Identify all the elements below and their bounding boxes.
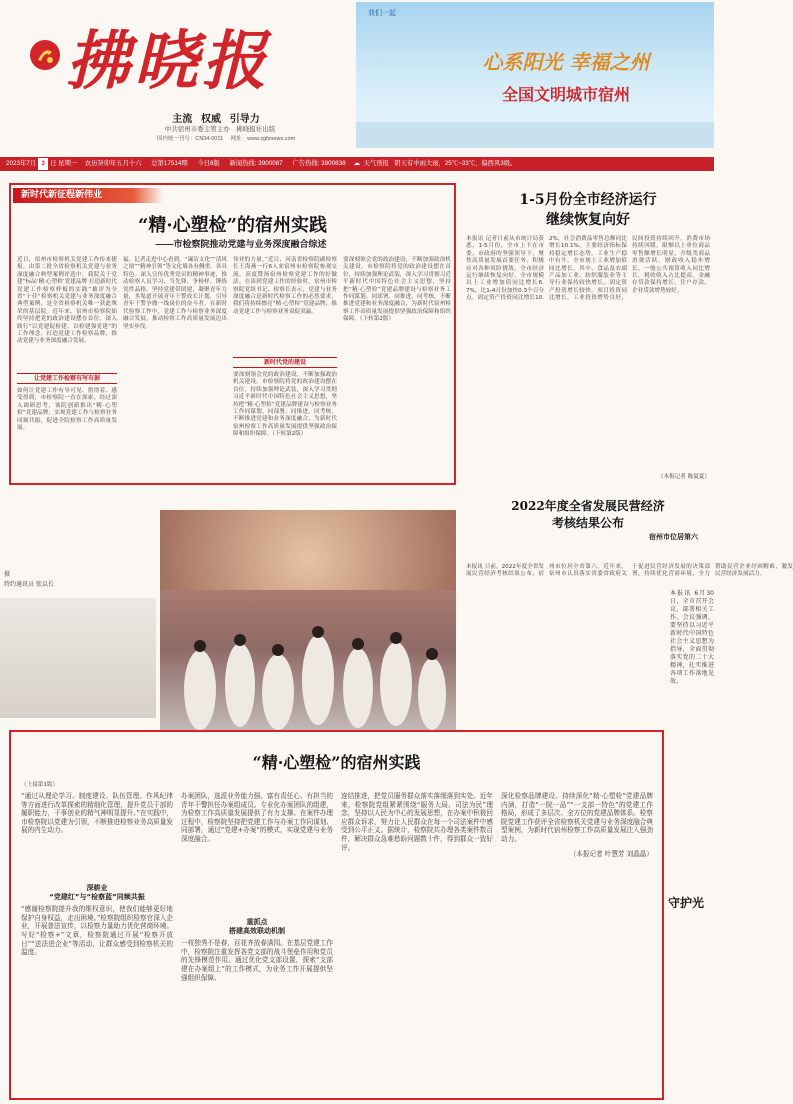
inner-col1: [21, 792, 173, 1092]
right-strip-text: 本报讯 6月30日，全市召开会议，部署相关工作。会议强调，要坚持以习近平新时代中国特色社会主义思想为指导，全面贯彻落实党的二十大精神，扎实推进各项工作落地见效。: [670, 590, 714, 685]
news-hotline: 新闻热线: 3900087: [229, 160, 283, 167]
inner-headline: “精·心塑检”的宿州实践: [252, 753, 421, 772]
feature-col3-subhead: 新时代党的建设: [233, 357, 337, 368]
private-economy-text: 本报讯 日前，2022年度全省发展民营经济考核结果公布，宿州市位居全省第六。近年来，宿州市认真落实省委省政府关于促进民营经济发展的决策部署，持续优化营商环境，全力帮助民营企业纾困解难，激发民营经济发展活力。: [466, 564, 793, 578]
economy-text: 本报讯 记者日前从市统计局获悉，1-5月份，全市上下在市委、市政府的坚强领导下，聚焦高质量发展首要任务，积极应对各种风险挑战，全市经济运行继续恢复向好。全市规模以上工业增加值同比增长6.7%，比1-4月份加快0.3个百分点。固定资产投资同比增长10.2%，社会消费品零售总额同比增长10.1%，主要经济指标保持稳定增长态势。工业生产稳中有升。全市规上工业增加值同比增长，其中，食品及农副产品加工业、纺织服装业等主导行业保持较快增长。固定资产投资增长较快。项目投资同比增长，工业投资增势良好，民间投资持续回升。消费市场持续回暖，限额以上单位商品零售额增长明显，升级类商品消费活跃。财政收入稳步增长，一般公共预算收入同比增长，税收收入占比提高。金融存贷款保持增长，住户存款、企业贷款增势较好。: [466, 236, 710, 302]
private-headline-2: 考核结果公布: [551, 516, 624, 530]
inner-col2: [181, 792, 333, 1092]
banner-slogan: 心系阳光 幸福之州: [482, 50, 650, 74]
promo-banner: [356, 2, 714, 148]
private-economy-article: [466, 498, 710, 568]
feature-col1-text: 近日，宿州市检察机关党建工作传来捷报。由第二批全省检察机关党建与业务深度融合典型案例评选中，我院关于党建“标品‘精·心塑检’党建品牌 打造新时代党建工作检察样板的实践”被评为全省“十佳”检察机关党建与业务深度融合典型案例，是全省检察机关唯一获此殊荣的基层院。近年来，宿州市检察院始终坚持把党的政治建设摆在首位，深入践行“以党建促检建、以检建强党建”的工作理念，打造党建工作检察品牌，推动党建与业务深度融合发展。: [17, 257, 117, 345]
inner-dateline: （上接第1版）: [21, 782, 59, 788]
feature-subhead: ——市检察院推动党建与业务深度融合综述: [155, 239, 327, 249]
inner-col2-sub2: 搭建高效联动机制: [229, 926, 285, 935]
performance-photo: [160, 510, 456, 740]
inner-col4-text: 深化检察品牌建设。持续深化“精·心塑检”党建品牌内涵，打造“一院一品”“一支部一特色”的党建工作格局，形成了多层次、全方位的党建品牌体系。检察院党建工作获评全省检察机关党建与业务深度融合典型案例，为新时代宿州检察工作高质量发展注入强劲动力。: [501, 792, 653, 843]
date-prefix: 2023年7月: [6, 160, 37, 167]
inner-col2-text2: 一枝独秀不是春，百花齐放春满园。在基层党建工作中，检察院注重发挥各党支部的战斗堡垒作用和党员的先锋模范作用。通过优化党支部设置，探索“支部建在办案组上”的工作模式，为业务工作开展提供坚强组织保障。: [181, 939, 333, 982]
inner-col2-text: 办案团队，选派业务能力强、富有责任心、有担当的青年干警担任办案组成员。专业化办案团队的组建，为检察工作高质量发展提供了有力支撑。在案件办理过程中，检察院坚持把党建工作与办案工作同谋划、同部署，通过“党建+办案”的模式，实现党建与业务深度融合。: [181, 792, 333, 843]
masthead: [0, 0, 714, 156]
feature-col1-text2: 如何让党建工作有导可见、措得着、感受得到，市检察院一直在探索。经过深入调研思考，该院创新推出“精·心塑检”党建品牌，实现党建工作与检察业务同频共振，促进全院检察工作高质量发展。: [17, 388, 117, 432]
weather-forecast: 阴天有中雨大雨，25℃~33℃，偏西风3级。: [394, 160, 517, 167]
ad-hotline: 广告热线: 3900838: [292, 160, 346, 167]
inner-col4: [501, 792, 653, 1092]
inner-col1-text: “通过从理论学习、制度建设、队伍管理、作风纪律等方面进行改革探索的精细化管理，提升党员干部的履职能力，干事创业的精气神明显提升。”在实践中，市检察院以党建为引领，不断推进检察业务高质量发展的内生动力。: [21, 792, 173, 835]
photo-caption-small: 摄: [4, 571, 11, 578]
right-strip-title: 守护光: [668, 896, 705, 910]
sponsor-text: 中共宿州市委主管主办 拂晓报社出版: [164, 126, 276, 133]
inner-page-article: [9, 730, 664, 1100]
feature-kicker: [13, 188, 163, 203]
feature-col3: [233, 257, 337, 479]
feature-col3-text2: 要深刻领会党的政治建设，不断加强政治机关建设。市检察院将党的政治建设摆在首位，持续加强理论武装，深入学习贯彻习近平新时代中国特色社会主义思想，坚持把“精·心塑检”党建品牌建设与检察业务工作同谋划、同部署、同推进、同考核，不断推进党建和业务深度融合，为新时代宿州检察工作高质量发展提供坚强政治保障和组织保障。（下转第2版）: [233, 372, 337, 438]
feature-col3-text: 伟业的力量。”近日，河南省检察院副检察长王海燕一行6人来宿州市检察院参观交流，高度赞扬宿州检察党建工作的好做法。在谈到党建工作的经验时，宿州市检察院党组书记、检察长表示，党建与业务深度融合是新时代检察工作的必然要求，我们将持续擦亮“精·心塑检”党建品牌，推动党建工作与检察业务双促双赢。: [233, 257, 337, 315]
photo-caption-left: 特约通讯员 张以长: [4, 581, 54, 588]
banner-city-title: 全国文明城市宿州: [501, 87, 630, 104]
inner-col1-text2: “感谢检察院提升我的维权意识，使我们能够更好地保护自身权益，走出困境。”检察院组织检察官深入企业，开展普法宣传，以检察力量助力优化营商环境。写好“检察+”文章，检察院通过开展“检察开放日”“送法进企业”等活动，让群众感受到检察机关的温度。: [21, 905, 173, 957]
date-suffix: 日 星期一: [50, 160, 78, 167]
inner-byline: （本报记者 叶慧芳 刘晶晶）: [569, 849, 653, 858]
serial-line: [116, 134, 336, 142]
newspaper-name: 拂晓报: [66, 24, 270, 99]
feature-article: [9, 183, 456, 485]
feature-col1: [17, 257, 117, 479]
economy-headline-2: 继续恢复向好: [546, 212, 630, 228]
inner-col1-sub: 深耕业: [86, 884, 108, 892]
weather-cloud-icon: ☁: [353, 160, 360, 167]
photo-left-strip: [0, 598, 156, 718]
weather-label: 天气预报: [363, 160, 389, 167]
private-headline-1: 2022年度全省发展民营经济: [511, 499, 665, 513]
photo-caption-block: [0, 555, 150, 595]
website: 网址：www.zgfxnews.com: [230, 136, 296, 142]
page-count: 今日8版: [197, 160, 220, 167]
feature-col2: 福。记者走进中心看到，“廉洁文化”“清风之窗”“精神引领”等文化墙各有侧重，各具特色。深入宣传优秀党员的精神事迹，推动检察人员学习、当先锋、争榜样，锤炼党性品格。坚持党建带团建，凝聚青年力量，多渠道开展青年干警成长计划，引导青年干警争做一线岗位的奋斗者。在新时代检察工作中，党建工作与检察业务深度融合发展，推动检察工作高质量发展迈出坚实步伐。: [123, 257, 227, 330]
slogan: 主流 权威 引导力: [172, 114, 260, 125]
serial-number: 国内统一刊号：CN34-0011: [156, 136, 224, 142]
banner-skyline: [356, 122, 714, 148]
feature-col1-subhead: 让党建工作检察有写有据: [17, 373, 117, 384]
banner-tag: 我们一起: [368, 10, 396, 17]
feature-headline: “精·心塑检”的宿州实践: [138, 215, 327, 236]
dateline-bar: [0, 157, 714, 171]
inner-col3: 连结推进，把党员服务群众落实落细落到实处。近年来，检察院党组紧紧围绕“服务大局、司法为民”理念，坚持以人民为中心的发展思想，在办案中积极回应群众诉求，努力让人民群众在每一个司法案件中感受到公平正义。据统计，检察院共办理各类案件数百件，解决群众急难愁盼问题数十件，得到群众一致好评。: [341, 792, 493, 852]
feature-col4: 要深刻领会党的政治建设，不断加强政治机关建设。市检察院将党的政治建设摆在首位，持续加强理论武装，深入学习贯彻习近平新时代中国特色社会主义思想，坚持把“精·心塑检”党建品牌建设与检察业务工作同谋划、同部署、同推进、同考核，不断推进党建和业务深度融合，为新时代宿州检察工作高质量发展提供坚强政治保障和组织保障。（下转第2版）: [343, 257, 451, 323]
private-subhead: 宿州市位居第六: [649, 534, 698, 541]
inner-col1-sub2: “党建红”与“检察蓝”同频共振: [49, 892, 145, 901]
photo-performers: [160, 570, 456, 740]
date-day: 3: [38, 158, 48, 170]
inner-col2-sub: 重抓点: [246, 918, 268, 926]
lunar-date: 农历癸卯年五月十六: [84, 160, 142, 167]
economy-headline-1: 1-5月份全市经济运行: [519, 192, 657, 208]
economy-article: [466, 190, 710, 490]
feature-kicker-label: 新时代新征程新伟业: [21, 190, 103, 200]
party-emblem-icon: [30, 40, 60, 70]
total-issue: 总第17514期: [151, 160, 188, 167]
economy-byline: （本报记者 陈夏夏）: [657, 474, 710, 480]
